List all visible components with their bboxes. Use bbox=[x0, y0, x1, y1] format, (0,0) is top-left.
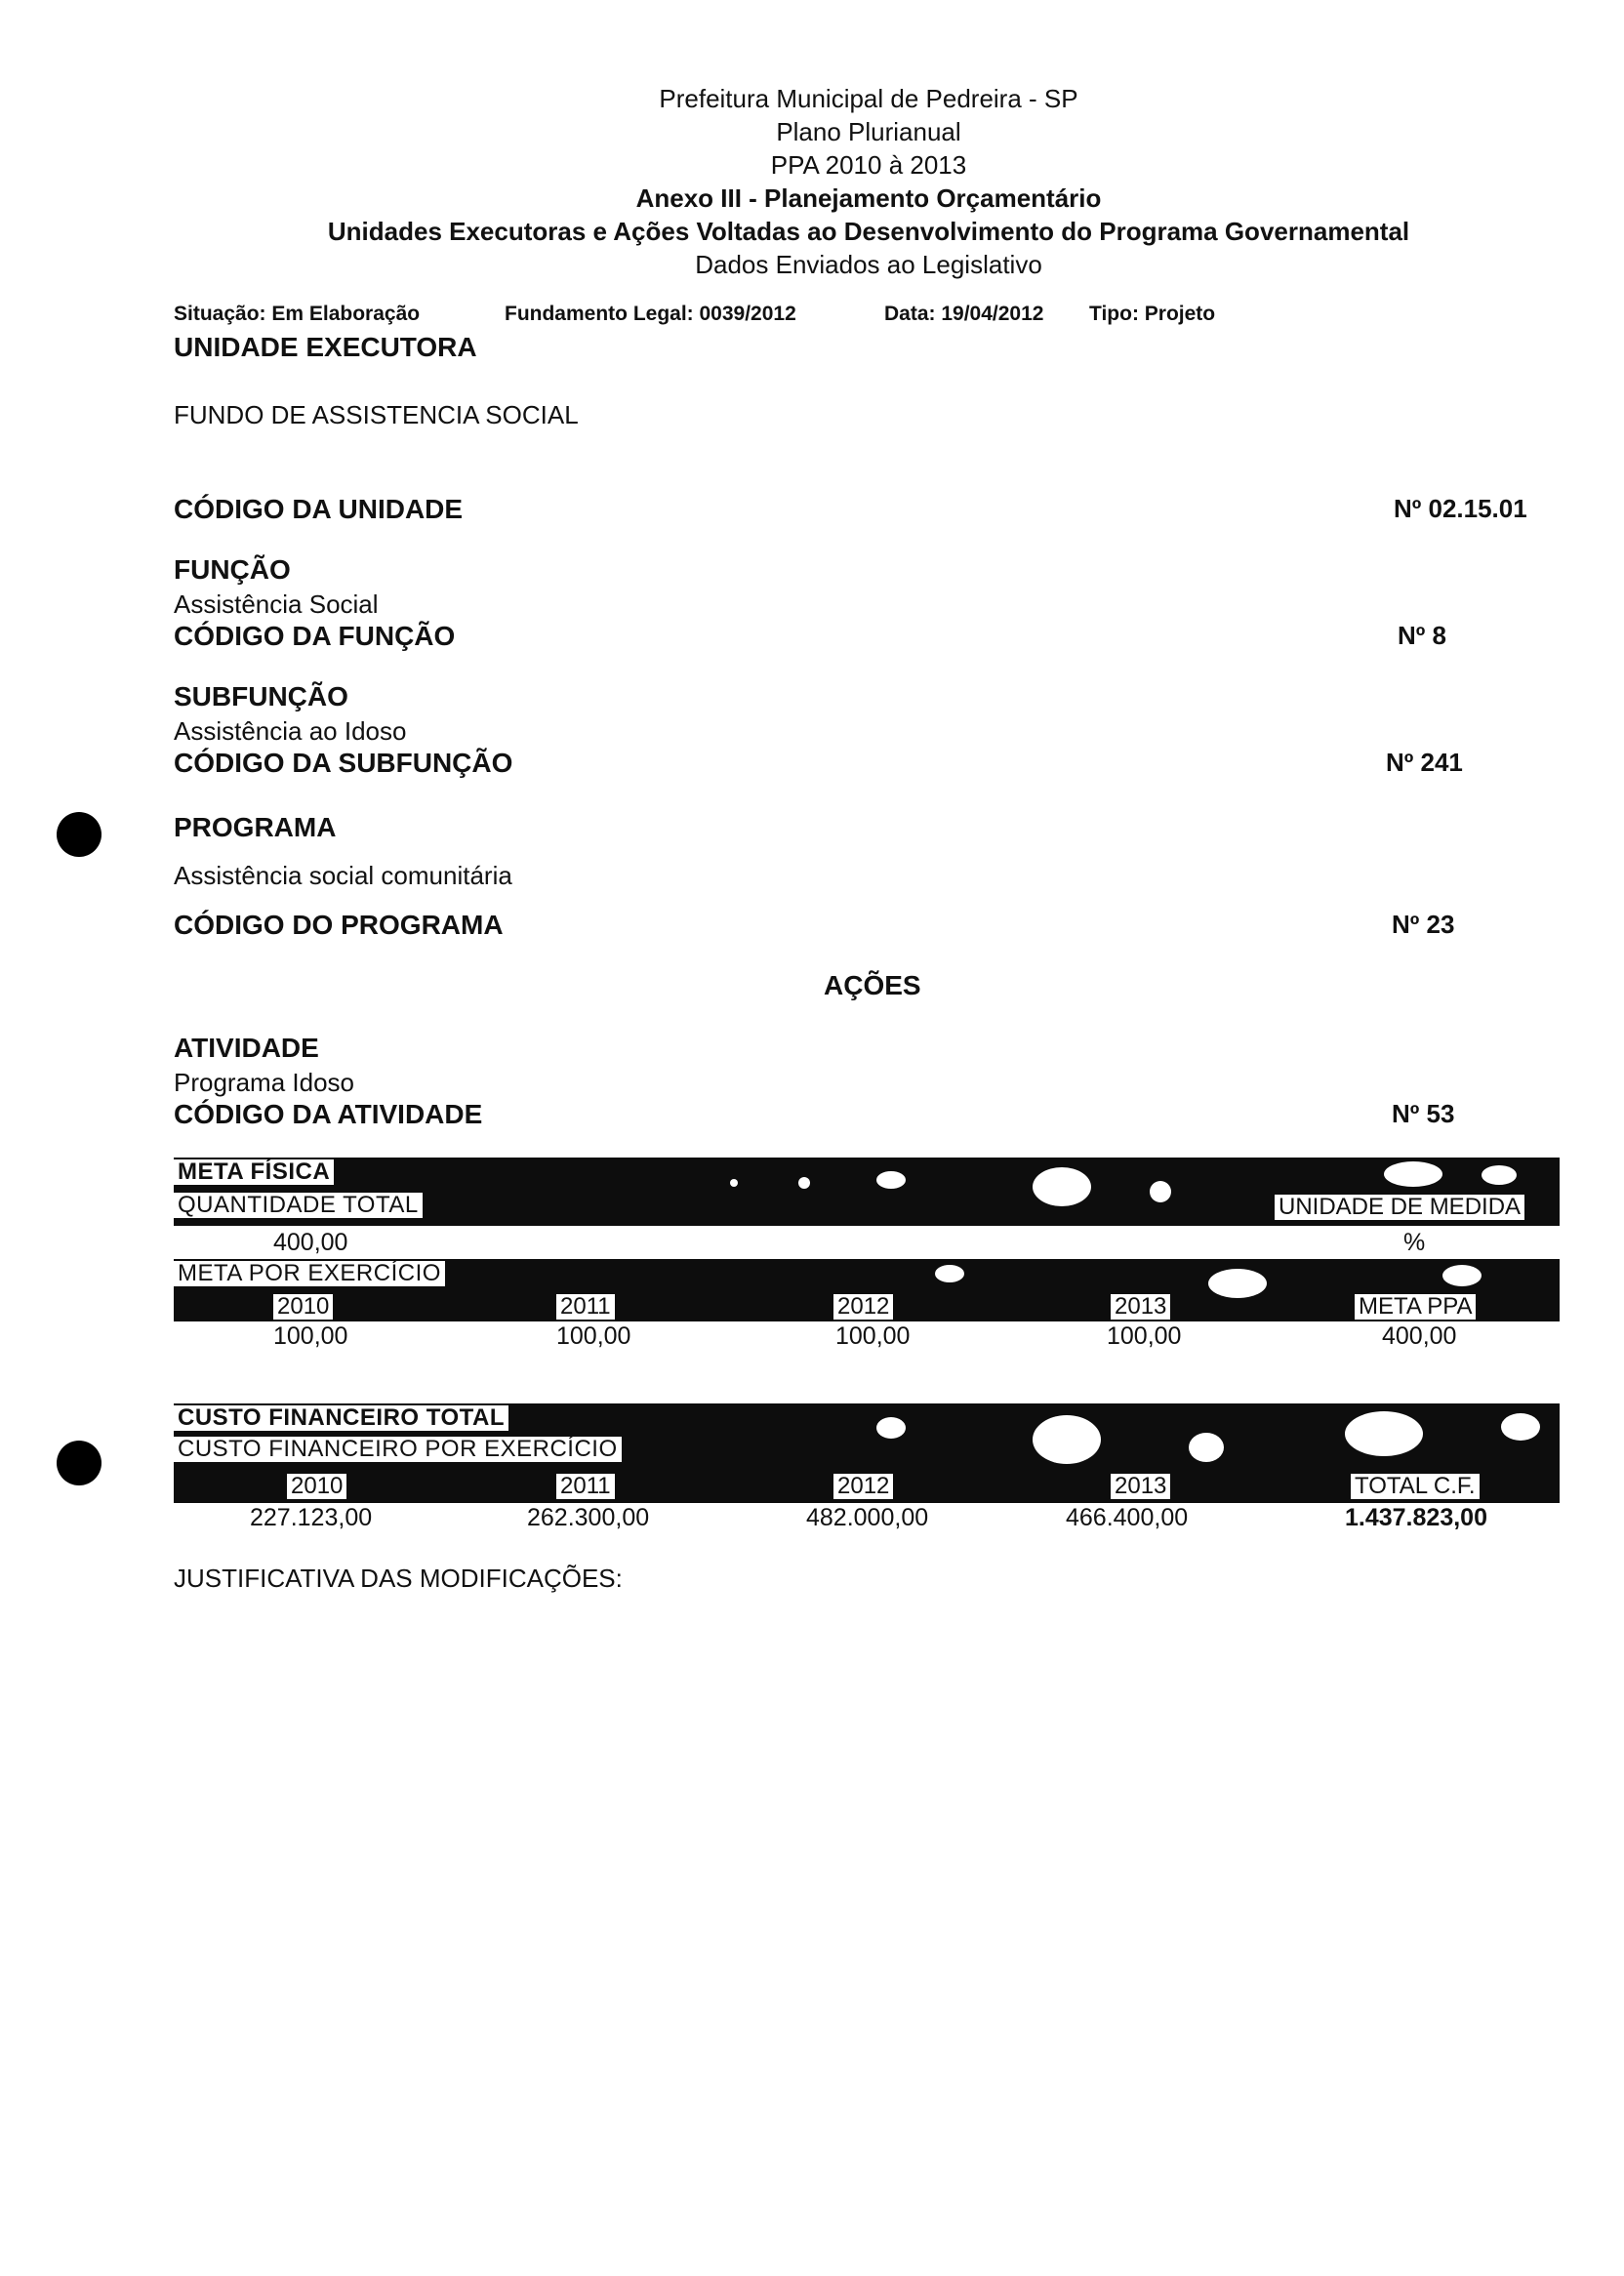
custo-financeiro-title: CUSTO FINANCEIRO TOTAL bbox=[174, 1405, 508, 1431]
scan-noise bbox=[1189, 1433, 1224, 1462]
header-line-status: Dados Enviados ao Legislativo bbox=[695, 250, 1042, 279]
tipo: Tipo: Projeto bbox=[1089, 303, 1216, 325]
codigo-programa-label: CÓDIGO DO PROGRAMA bbox=[174, 910, 504, 940]
total-cf-value: 1.437.823,00 bbox=[1345, 1504, 1487, 1531]
subfuncao-label: SUBFUNÇÃO bbox=[174, 681, 348, 711]
funcao-label: FUNÇÃO bbox=[174, 554, 291, 585]
scan-noise bbox=[1501, 1413, 1540, 1441]
codigo-funcao-label: CÓDIGO DA FUNÇÃO bbox=[174, 621, 456, 651]
custo-financeiro-bar bbox=[174, 1403, 1560, 1503]
scan-noise bbox=[1442, 1265, 1482, 1286]
meta-year-2013: 2013 bbox=[1111, 1294, 1170, 1320]
codigo-funcao-value: Nº 8 bbox=[1398, 621, 1446, 650]
subfuncao-value: Assistência ao Idoso bbox=[174, 716, 407, 746]
funcao-value: Assistência Social bbox=[174, 589, 379, 619]
programa-label: PROGRAMA bbox=[174, 812, 337, 842]
scan-noise bbox=[1384, 1161, 1442, 1187]
situacao: Situação: Em Elaboração bbox=[174, 303, 421, 325]
custo-value-2011: 262.300,00 bbox=[527, 1504, 650, 1531]
meta-year-2010: 2010 bbox=[273, 1294, 333, 1320]
atividade-value: Programa Idoso bbox=[174, 1068, 354, 1097]
justificativa-label: JUSTIFICATIVA DAS MODIFICAÇÕES: bbox=[174, 1564, 623, 1593]
scan-noise bbox=[1345, 1411, 1423, 1456]
custo-value-2010: 227.123,00 bbox=[250, 1504, 373, 1531]
header-line-annex: Anexo III - Planejamento Orçamentário bbox=[635, 183, 1102, 213]
scan-noise bbox=[1033, 1167, 1091, 1206]
unidade-executora-value: FUNDO DE ASSISTENCIA SOCIAL bbox=[174, 400, 579, 429]
unidade-medida-value: % bbox=[1403, 1229, 1426, 1256]
codigo-subfuncao-label: CÓDIGO DA SUBFUNÇÃO bbox=[174, 748, 513, 778]
header-line-subtitle: Unidades Executoras e Ações Voltadas ao Desenvolvimento do Programa Governamental bbox=[327, 217, 1410, 246]
custo-value-2013: 466.400,00 bbox=[1066, 1504, 1189, 1531]
custo-year-2012: 2012 bbox=[833, 1474, 893, 1499]
atividade-label: ATIVIDADE bbox=[174, 1033, 319, 1063]
meta-por-exercicio-label: META POR EXERCÍCIO bbox=[174, 1261, 445, 1286]
scan-noise bbox=[1150, 1181, 1171, 1202]
punch-hole-top bbox=[57, 812, 102, 857]
scan-noise bbox=[1482, 1165, 1517, 1185]
meta-year-2011: 2011 bbox=[556, 1294, 615, 1320]
data: Data: 19/04/2012 bbox=[884, 303, 1044, 325]
scan-noise bbox=[1208, 1269, 1267, 1298]
meta-fisica-title: META FÍSICA bbox=[174, 1159, 334, 1185]
codigo-subfuncao-value: Nº 241 bbox=[1386, 748, 1463, 777]
scan-noise bbox=[935, 1265, 964, 1282]
custo-por-exercicio-label: CUSTO FINANCEIRO POR EXERCÍCIO bbox=[174, 1437, 622, 1462]
header-line-plan: Plano Plurianual bbox=[776, 117, 961, 146]
scan-noise bbox=[876, 1417, 906, 1439]
meta-fisica-bar bbox=[174, 1158, 1560, 1226]
total-cf-label: TOTAL C.F. bbox=[1351, 1474, 1480, 1499]
custo-year-2011: 2011 bbox=[556, 1474, 615, 1499]
fundamento-legal: Fundamento Legal: 0039/2012 bbox=[505, 303, 796, 325]
codigo-atividade-label: CÓDIGO DA ATIVIDADE bbox=[174, 1099, 483, 1129]
unidade-medida-label: UNIDADE DE MEDIDA bbox=[1275, 1195, 1524, 1220]
custo-year-2010: 2010 bbox=[287, 1474, 346, 1499]
custo-value-2012: 482.000,00 bbox=[806, 1504, 929, 1531]
codigo-unidade-label: CÓDIGO DA UNIDADE bbox=[174, 494, 464, 524]
programa-value: Assistência social comunitária bbox=[174, 861, 512, 890]
meta-ppa-value: 400,00 bbox=[1382, 1322, 1457, 1350]
quantidade-total-value: 400,00 bbox=[273, 1229, 348, 1256]
scan-noise bbox=[730, 1179, 738, 1187]
custo-year-2013: 2013 bbox=[1111, 1474, 1170, 1499]
header-line-ppa: PPA 2010 à 2013 bbox=[770, 150, 967, 180]
scan-noise bbox=[798, 1177, 810, 1189]
quantidade-total-label: QUANTIDADE TOTAL bbox=[174, 1193, 423, 1218]
meta-value-2012: 100,00 bbox=[835, 1322, 911, 1350]
header-line-municipality: Prefeitura Municipal de Pedreira - SP bbox=[659, 84, 1078, 113]
acoes-title: AÇÕES bbox=[824, 970, 921, 1000]
codigo-atividade-value: Nº 53 bbox=[1392, 1099, 1455, 1128]
codigo-unidade-value: Nº 02.15.01 bbox=[1394, 494, 1527, 523]
unidade-executora-label: UNIDADE EXECUTORA bbox=[174, 332, 477, 362]
meta-por-exercicio-bar bbox=[174, 1259, 1560, 1321]
meta-value-2011: 100,00 bbox=[556, 1322, 631, 1350]
meta-year-2012: 2012 bbox=[833, 1294, 893, 1320]
codigo-programa-value: Nº 23 bbox=[1392, 910, 1455, 939]
punch-hole-bottom bbox=[57, 1441, 102, 1485]
scan-noise bbox=[1033, 1415, 1101, 1464]
scan-noise bbox=[876, 1171, 906, 1189]
meta-ppa-label: META PPA bbox=[1355, 1294, 1476, 1320]
meta-value-2010: 100,00 bbox=[273, 1322, 348, 1350]
meta-value-2013: 100,00 bbox=[1107, 1322, 1182, 1350]
